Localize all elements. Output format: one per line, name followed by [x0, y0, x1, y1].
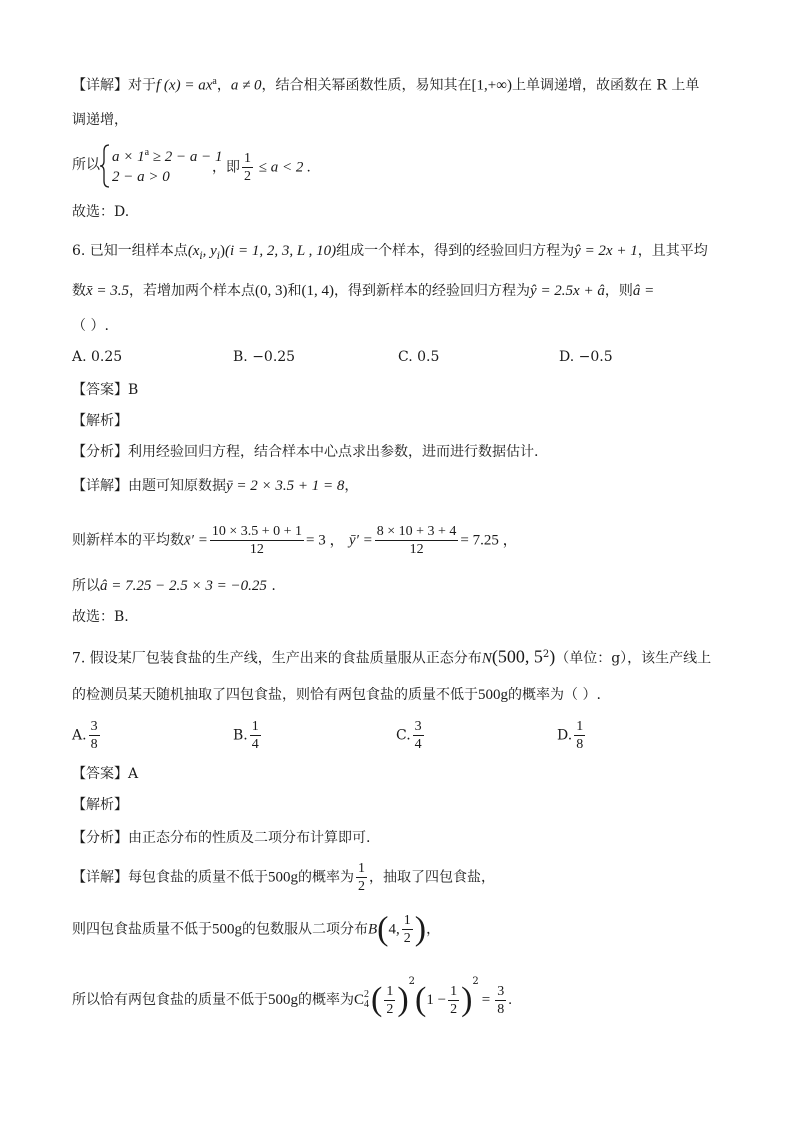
paren: ) — [414, 910, 427, 948]
text: 组成一个样本，得到的经验回归方程为 — [336, 243, 575, 259]
q5-detail-line3 — [72, 155, 100, 175]
dist-params: (500, 5 — [491, 646, 543, 667]
q7-stem-line1 — [72, 645, 711, 669]
mass: 500g — [268, 869, 298, 886]
option-letter: C. — [396, 727, 411, 744]
q6-detail-line3 — [72, 576, 276, 596]
q7-answer: 【答案】A — [72, 766, 139, 782]
q6-stem-line3: （ ）. — [72, 318, 109, 334]
text: 6. 已知一组样本点 — [72, 243, 188, 259]
mass: 500g — [212, 921, 242, 938]
q7-stem-line2 — [72, 685, 601, 705]
text: ，且其平均 — [637, 243, 708, 259]
mean-y: ȳ = 2 × 3.5 + 1 = 8 — [226, 478, 345, 494]
ineq-rest: ≥ 2 − a − 1 — [149, 149, 223, 165]
q7-option-d — [557, 718, 587, 753]
point: , y — [202, 243, 217, 259]
q5-detail-line1 — [72, 72, 699, 96]
point: (1, 4) — [301, 283, 335, 299]
function-expr: f (x) = ax — [156, 77, 213, 94]
numerator: 1 — [251, 719, 259, 734]
q7-detail-line2 — [72, 912, 440, 947]
numerator: 1 — [386, 983, 394, 999]
option-letter: A. — [72, 727, 87, 744]
condition: a ≠ 0 — [230, 77, 262, 94]
paren: ) — [397, 981, 409, 1018]
denominator: 12 — [375, 540, 459, 558]
text: ，则 — [604, 283, 633, 299]
option-fraction — [413, 718, 424, 753]
fraction-half — [242, 150, 253, 185]
result: = 7.25 ， — [460, 532, 518, 549]
system-row-1 — [112, 142, 223, 168]
fraction-result — [495, 983, 506, 1018]
q6-option-b: B. −0.25 — [233, 349, 296, 365]
trials: 4, — [388, 921, 400, 938]
q6-detail-line1 — [72, 476, 358, 496]
exponent: a — [144, 147, 150, 158]
text: 【详解】每包食盐的质量不低于 — [72, 869, 268, 886]
fraction-x — [210, 523, 304, 558]
text: 所以 — [72, 578, 100, 594]
q5-detail-line2: 调递增， — [72, 112, 128, 128]
numerator: 10 × 3.5 + 0 + 1 — [211, 524, 302, 539]
text: ， — [426, 921, 441, 938]
numerator: 3 — [90, 719, 98, 734]
numerator: 3 — [414, 719, 422, 734]
regression-eq: ŷ = 2.5x + â — [530, 283, 605, 299]
q7-detail-line1 — [72, 860, 495, 895]
complement: 1 − — [426, 992, 447, 1008]
period: . — [508, 992, 513, 1008]
denominator: 2 — [244, 169, 251, 184]
q7-option-c — [396, 718, 426, 753]
paren: ) — [549, 646, 556, 667]
q7-analysis: 【分析】由正态分布的性质及二项分布计算即可. — [72, 830, 371, 846]
index-range: (i = 1, 2, 3, L , 10) — [225, 243, 337, 259]
fraction-half — [356, 860, 367, 895]
text: 数 — [72, 283, 86, 299]
detail-label: 【详解】对于 — [72, 77, 156, 94]
text: ，若增加两个样本点 — [129, 283, 256, 299]
binomial: B — [368, 921, 378, 938]
denominator: 8 — [90, 737, 98, 752]
q5-choice: 故选：D. — [72, 204, 130, 220]
paren: ( — [377, 910, 389, 948]
text: 的概率为（ ）. — [508, 687, 601, 703]
numerator: 1 — [450, 983, 458, 999]
q5-result — [212, 150, 311, 185]
text: 的概率为 — [298, 992, 354, 1008]
text: 的包数服从二项分布 — [242, 921, 368, 938]
text: ，得到新样本的经验回归方程为 — [334, 283, 531, 299]
q7-analysis-label: 【解析】 — [72, 797, 128, 813]
q6-analysis-label: 【解析】 — [72, 413, 128, 429]
system-row-2: 2 − a > 0 — [112, 169, 170, 185]
numerator: 1 — [576, 719, 584, 734]
point: (0, 3) — [255, 283, 288, 299]
numerator: 3 — [497, 983, 505, 999]
result: = 3 ， — [306, 532, 345, 549]
mass: 500g — [478, 687, 508, 703]
q6-choice: 故选：B. — [72, 609, 129, 625]
text: 所以 — [72, 157, 100, 173]
superscript: 2 — [364, 989, 370, 1000]
combination-indices — [364, 990, 369, 1010]
q6-option-c: C. 0.5 — [398, 349, 440, 365]
numerator: 1 — [403, 913, 411, 928]
text: 则新样本的平均数 — [72, 532, 184, 549]
option-letter: D. — [557, 727, 573, 744]
q7-option-b — [233, 718, 263, 753]
mean: x̄ = 3.5 — [86, 283, 130, 299]
text: 和 — [287, 283, 302, 299]
option-letter: B. — [233, 727, 248, 744]
text: ，结合相关幂函数性质，易知其在 — [261, 77, 472, 94]
fraction-half — [402, 912, 413, 947]
text: . — [266, 578, 276, 594]
paren: ) — [461, 981, 473, 1018]
left-brace — [99, 143, 111, 189]
text: 7. 假设某厂包装食盐的生产线，生产出来的食盐质量服从正态分布 — [72, 650, 482, 667]
target: â = — [632, 283, 655, 299]
numerator: 8 × 10 + 3 + 4 — [376, 524, 457, 539]
mass: 500g — [268, 992, 298, 1008]
numerator: 1 — [244, 151, 251, 166]
new-mean-y: ȳ′ = — [348, 532, 373, 549]
text: 上单调递增，故函数在 R 上单 — [511, 77, 700, 94]
point: (x — [187, 243, 200, 259]
denominator: 4 — [414, 737, 422, 752]
option-fraction — [89, 718, 100, 753]
q6-option-d: D. −0.5 — [559, 349, 613, 365]
denominator: 2 — [450, 1001, 458, 1017]
fraction-half — [448, 983, 459, 1018]
denominator: 2 — [403, 931, 411, 946]
q6-answer: 【答案】B — [72, 382, 139, 398]
interval: [1,+∞) — [471, 77, 512, 94]
text: 则四包食盐质量不低于 — [72, 921, 212, 938]
denominator: 12 — [210, 540, 304, 558]
text: 的概率为 — [298, 869, 354, 886]
option-fraction — [574, 718, 585, 753]
normal-dist: N — [481, 650, 492, 667]
new-mean-x: x̄′ = — [184, 532, 208, 549]
q6-option-a: A. 0.25 — [72, 349, 123, 365]
equals: = — [481, 992, 491, 1008]
combination: C — [354, 992, 365, 1008]
exponent: a — [212, 76, 217, 87]
denominator: 2 — [386, 1001, 394, 1017]
text: 的检测员某天随机抽取了四包食盐，则恰有两包食盐的质量不低于 — [72, 687, 478, 703]
q7-option-a — [72, 718, 102, 753]
denominator: 2 — [358, 879, 365, 894]
text: ， — [216, 77, 231, 94]
fraction-y — [375, 523, 459, 558]
paren: ( — [415, 981, 427, 1018]
paren: ( — [371, 981, 383, 1018]
denominator: 4 — [251, 737, 259, 752]
q6-stem-line1: 6. 已知一组样本点($x_i$, $y_i)(i = 1$, 2, 3, L , 10)组成一个样本，得到的经验回归方程为ŷ = 2x + 1，且其平均 — [72, 243, 708, 262]
ineq: a × 1 — [112, 149, 145, 165]
regression-eq: ŷ = 2x + 1 — [574, 243, 638, 259]
exponent: 2 — [542, 649, 550, 660]
text: ，即 — [212, 159, 240, 176]
option-fraction — [250, 718, 261, 753]
subscript: 4 — [364, 999, 370, 1010]
denominator: 8 — [576, 737, 584, 752]
text: （单位：g），该生产线上 — [555, 650, 712, 667]
text: 所以恰有两包食盐的质量不低于 — [72, 992, 268, 1008]
denominator: 8 — [497, 1001, 505, 1017]
q7-detail-line3 — [72, 972, 512, 1018]
exponent: 2 — [472, 976, 479, 987]
subscript: i — [199, 250, 203, 262]
text: ，抽取了四包食盐， — [369, 869, 495, 886]
numerator: 1 — [358, 861, 365, 876]
exponent: 2 — [408, 976, 416, 987]
q6-detail-line2 — [72, 523, 518, 558]
fraction-half — [384, 983, 395, 1018]
q6-stem-line2 — [72, 281, 654, 301]
text: 【详解】由题可知原数据 — [72, 478, 226, 494]
q6-analysis: 【分析】利用经验回归方程，结合样本中心点求出参数，进而进行数据估计. — [72, 444, 539, 460]
text: ， — [344, 478, 359, 494]
final-eq: â = 7.25 − 2.5 × 3 = −0.25 — [100, 578, 267, 594]
subscript: i — [216, 250, 221, 262]
range: ≤ a < 2 . — [255, 159, 311, 176]
